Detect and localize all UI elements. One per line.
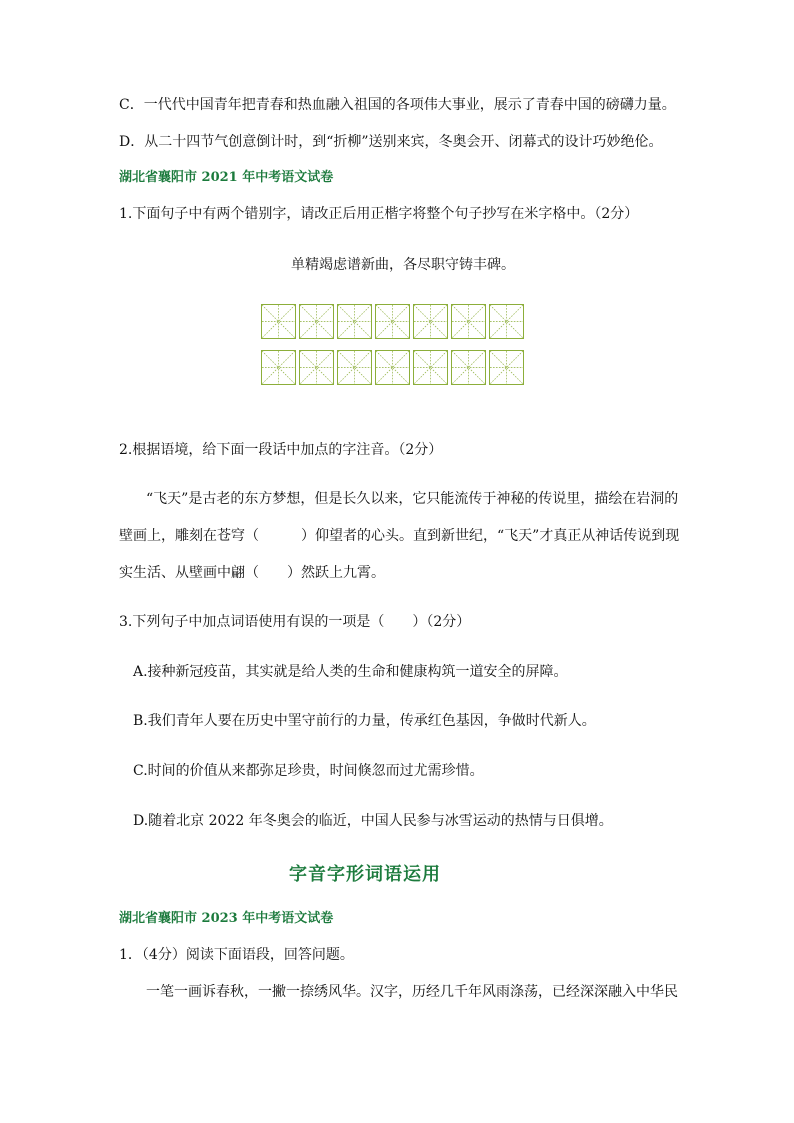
question-2: 2.根据语境，给下面一段话中加点的字注音。（2分） <box>119 442 443 458</box>
mi-grid-row-2[interactable] <box>261 350 524 385</box>
question-3-option-d: D.随着北京 2022 年冬奥会的临近，中国人民参与冰雪运动的热情与日俱增。 <box>133 813 613 829</box>
exam-heading-2021: 湖北省襄阳市 2021 年中考语文试卷 <box>119 170 334 185</box>
question-3: 3.下列句子中加点词语使用有误的一项是（ ）（2分） <box>119 614 471 630</box>
mi-grid-cell[interactable] <box>261 350 296 385</box>
mi-grid-cell[interactable] <box>451 304 486 339</box>
mi-grid-cell[interactable] <box>375 304 410 339</box>
option-c-top: C．一代代中国青年把青春和热血融入祖国的各项伟大事业，展示了青春中国的磅礴力量。 <box>119 97 676 113</box>
mi-grid-cell[interactable] <box>299 304 334 339</box>
question-1: 1.下面句子中有两个错别字，请改正后用正楷字将整个句子抄写在米字格中。（2分） <box>119 206 639 222</box>
question-2023-1: 1．（4分）阅读下面语段，回答问题。 <box>119 947 354 963</box>
question-3-option-c: C.时间的价值从来都弥足珍贵，时间倏忽而过尤需珍惜。 <box>133 763 484 779</box>
question-3-option-a: A.接种新冠疫苗，其实就是给人类的生命和健康构筑一道安全的屏障。 <box>133 664 568 680</box>
mi-grid-cell[interactable] <box>299 350 334 385</box>
question-2-paragraph-line-1: “飞天”是古老的东方梦想，但是长久以来，它只能流传于神秘的传说里，描绘在岩洞的 <box>146 491 679 507</box>
section-title: 字音字形词语运用 <box>289 864 441 885</box>
mi-grid-cell[interactable] <box>489 350 524 385</box>
mi-grid-cell[interactable] <box>413 350 448 385</box>
question-2023-paragraph-line-1: 一笔一画诉春秋，一撇一捺绣风华。汉字，历经几千年风雨涤荡，已经深深融入中华民 <box>146 984 678 1000</box>
question-3-option-b: B.我们青年人要在历史中罣守前行的力量，传承红色基因，争做时代新人。 <box>133 713 596 729</box>
mi-grid-cell[interactable] <box>489 304 524 339</box>
option-d-top: D．从二十四节气创意倒计时，到“折柳”送别来宾，冬奥会开、闭幕式的设计巧妙绝伦。 <box>119 134 663 150</box>
exam-heading-2023: 湖北省襄阳市 2023 年中考语文试卷 <box>119 911 334 926</box>
mi-grid-row-1[interactable] <box>261 304 524 339</box>
mi-grid-cell[interactable] <box>375 350 410 385</box>
mi-grid-cell[interactable] <box>413 304 448 339</box>
question-2-paragraph-line-2: 壁画上，雕刻在苍穹（ ）仰望者的心头。直到新世纪，“飞天”才真正从神话传说到现 <box>119 528 680 544</box>
mi-grid-cell[interactable] <box>451 350 486 385</box>
mi-grid-cell[interactable] <box>337 350 372 385</box>
mi-grid-cell[interactable] <box>337 304 372 339</box>
question-2-paragraph-line-3: 实生活、从壁画中翩（ ）然跃上九霄。 <box>119 565 385 581</box>
question-1-sentence: 单精竭虑谱新曲，各尽职守铸丰碑。 <box>291 257 515 273</box>
mi-grid-cell[interactable] <box>261 304 296 339</box>
